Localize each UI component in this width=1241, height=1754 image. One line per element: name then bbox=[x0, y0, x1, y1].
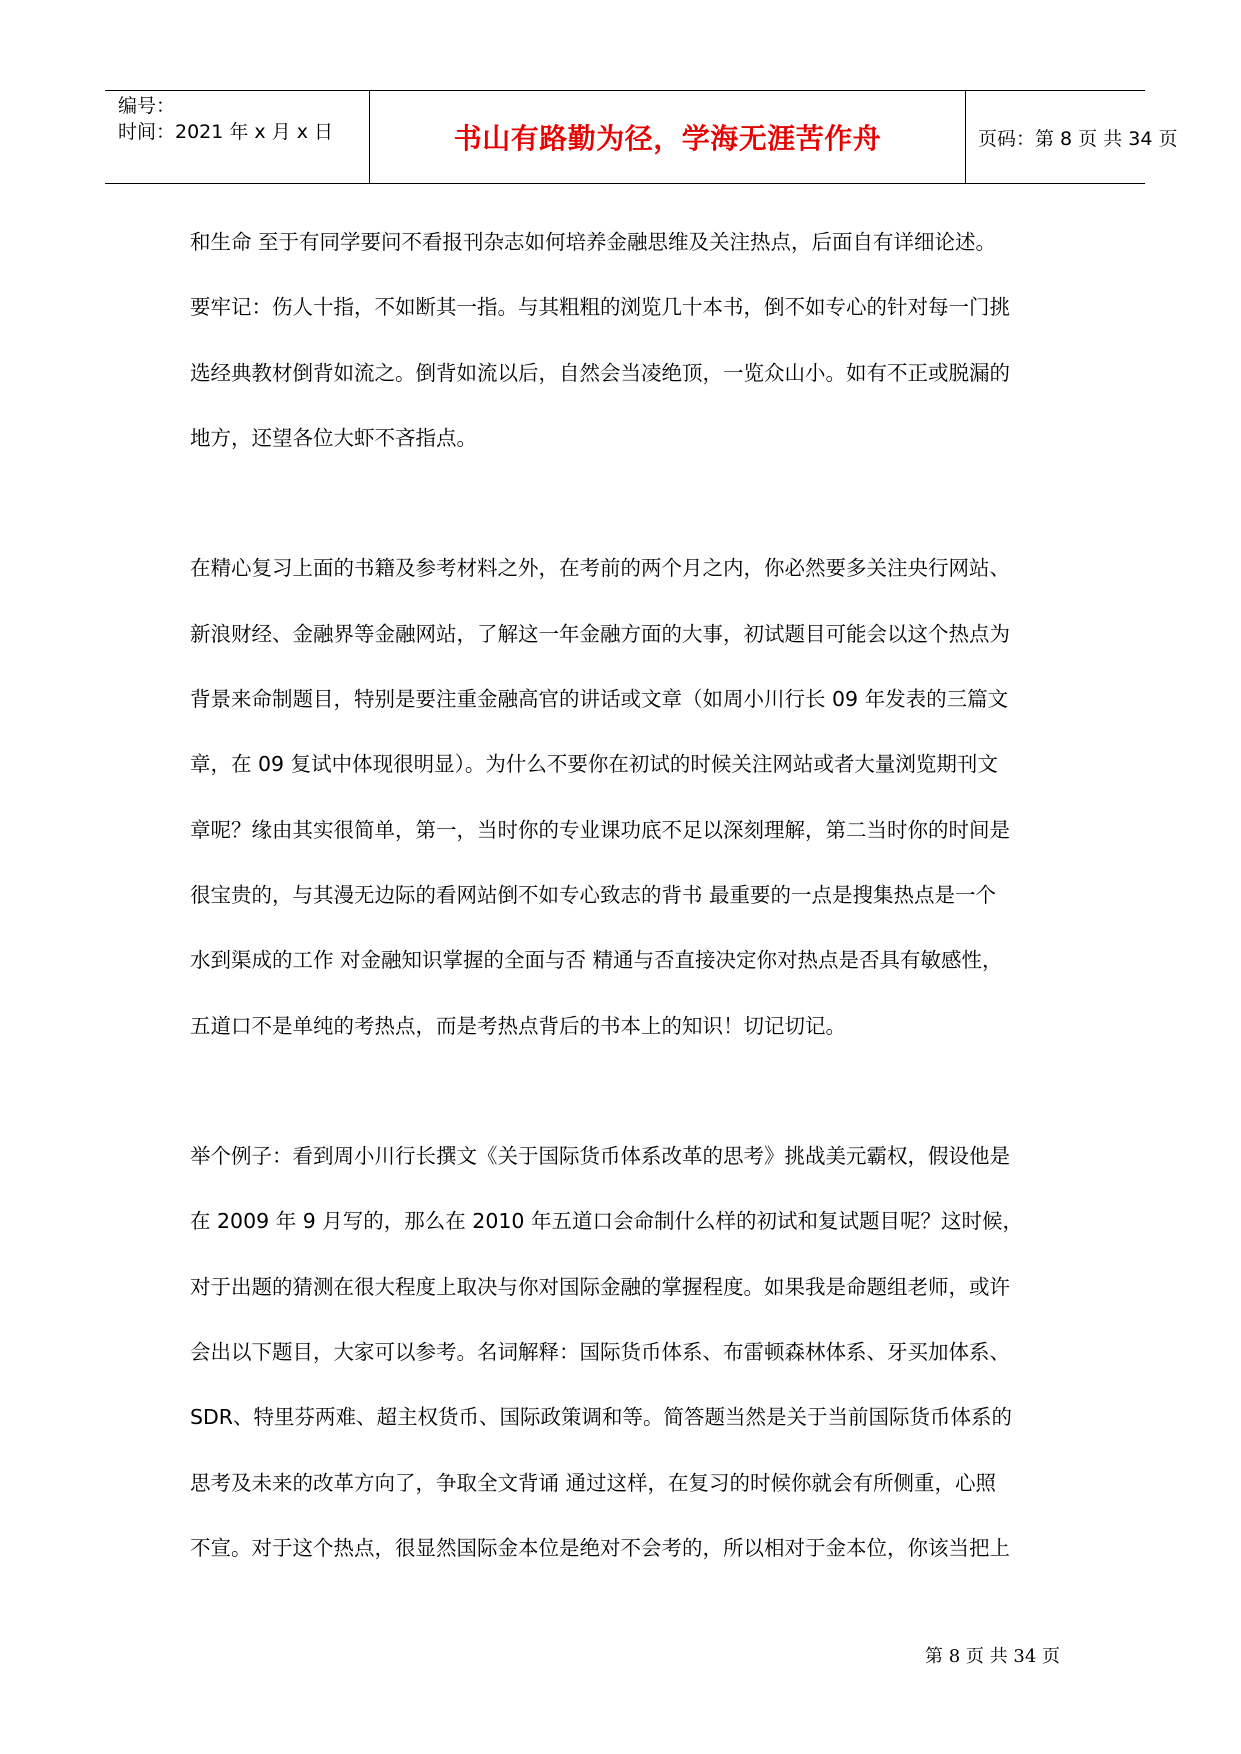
header-motto-cell bbox=[370, 91, 966, 183]
text-line: 在 2009 年 9 月写的，那么在 2010 年五道口会命制什么样的初试和复试题目呢？这时候， bbox=[190, 1209, 1023, 1234]
text-line: 举个例子：看到周小川行长撰文《关于国际货币体系改革的思考》挑战美元霸权，假设他是 bbox=[190, 1144, 1010, 1169]
header-page-number: 页码：第 8 页 共 34 页 bbox=[978, 127, 1178, 150]
text-line: 章，在 09 复试中体现很明显）。为什么不要你在初试的时候关注网站或者大量浏览期刊文 bbox=[190, 752, 998, 777]
paragraph-spacer bbox=[190, 471, 1090, 536]
text-line: 水到渠成的工作 对金融知识掌握的全面与否 精通与否直接决定你对热点是否具有敏感性， bbox=[190, 948, 1003, 973]
text-line: 选经典教材倒背如流之。倒背如流以后，自然会当凌绝顶，一览众山小。如有不正或脱漏的 bbox=[190, 360, 1010, 385]
text-line: 对于出题的猜测在很大程度上取决与你对国际金融的掌握程度。如果我是命题组老师，或许 bbox=[190, 1274, 1010, 1299]
text-line: SDR、特里芬两难、超主权货币、国际政策调和等。简答题当然是关于当前国际货币体系的 bbox=[190, 1405, 1013, 1430]
text-line: 新浪财经、金融界等金融网站，了解这一年金融方面的大事，初试题目可能会以这个热点为 bbox=[190, 621, 1010, 646]
text-line: 章呢？缘由其实很简单，第一，当时你的专业课功底不足以深刻理解，第二当时你的时间是 bbox=[190, 817, 1010, 842]
paragraph-spacer bbox=[190, 1059, 1090, 1124]
text-line: 会出以下题目，大家可以参考。名词解释：国际货币体系、布雷顿森林体系、牙买加体系、 bbox=[190, 1340, 1010, 1365]
document-number-label: 编号： bbox=[118, 95, 176, 117]
text-line: 很宝贵的，与其漫无边际的看网站倒不如专心致志的背书 最重要的一点是搜集热点是一个 bbox=[190, 882, 997, 907]
text-line: 五道口不是单纯的考热点，而是考热点背后的书本上的知识！切记切记。 bbox=[190, 1013, 846, 1038]
page-header bbox=[105, 90, 1178, 184]
text-line: 地方，还望各位大虾不吝指点。 bbox=[190, 425, 477, 450]
page-footer bbox=[880, 1642, 1060, 1668]
text-line: 背景来命制题目，特别是要注重金融高官的讲话或文章（如周小川行长 09 年发表的三篇文 bbox=[190, 687, 1009, 712]
text-line: 要牢记：伤人十指，不如断其一指。与其粗粗的浏览几十本书，倒不如专心的针对每一门挑 bbox=[190, 295, 1010, 320]
paragraph-2 bbox=[190, 536, 1090, 1058]
text-line: 不宣。对于这个热点，很显然国际金本位是绝对不会考的，所以相对于金本位，你该当把上 bbox=[190, 1535, 1010, 1560]
paragraph-1 bbox=[190, 210, 1090, 471]
header-motto: 书山有路勤为径，学海无涯苦作舟 bbox=[453, 122, 882, 155]
header-info-cell bbox=[105, 91, 370, 183]
document-time-label: 时间：2021 年 x 月 x 日 bbox=[118, 121, 334, 143]
text-line: 在精心复习上面的书籍及参考材料之外，在考前的两个月之内，你必然要多关注央行网站、 bbox=[190, 556, 1010, 581]
text-line: 思考及未来的改革方向了，争取全文背诵 通过这样，在复习的时候你就会有所侧重，心照 bbox=[190, 1470, 997, 1495]
document-body bbox=[190, 210, 1090, 1581]
footer-page-number: 第 8 页 共 34 页 bbox=[925, 1646, 1060, 1667]
header-page-cell bbox=[966, 91, 1178, 183]
text-line: 和生命 至于有同学要问不看报刊杂志如何培养金融思维及关注热点，后面自有详细论述。 bbox=[190, 230, 997, 254]
paragraph-3 bbox=[190, 1124, 1090, 1581]
